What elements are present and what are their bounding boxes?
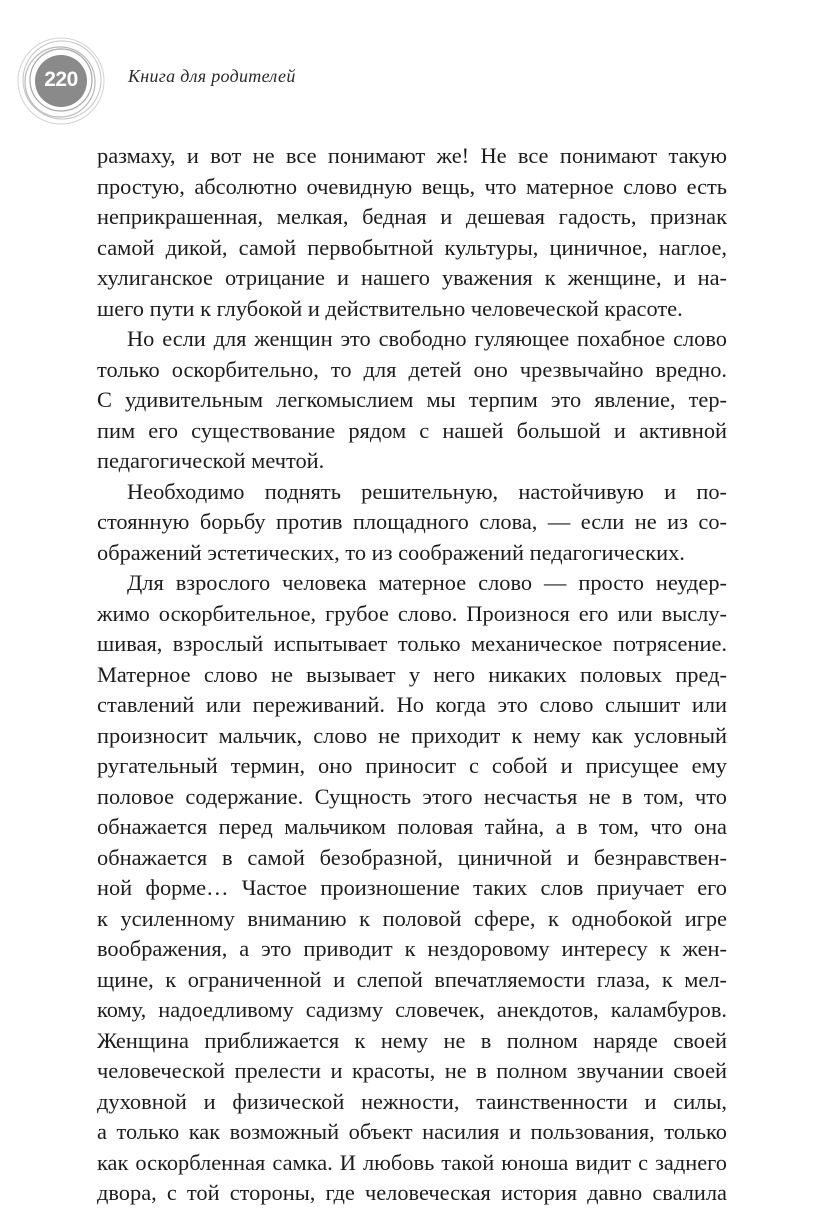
- text-line: духовной и физической нежности, таинственности и силы,: [97, 1088, 727, 1114]
- text-line: щине, к ограниченной и слепой впечатляемости глаза, к мел-: [97, 966, 727, 992]
- page-number-badge: [16, 36, 106, 126]
- paragraph-first-line: Для взрослого человека матерное слово — просто неудер-: [127, 570, 727, 595]
- text-line: двора, с той стороны, где человеческая история давно свалила: [97, 1180, 727, 1205]
- text-line: а только как возможный объект насилия и пользования, только: [97, 1119, 727, 1144]
- text-line: педагогической мечтой.: [97, 448, 325, 473]
- text-line: Матерное слово не вызывает у него никаких половых пред-: [97, 661, 727, 687]
- text-line: обнажается перед мальчиком половая тайна, а в том, что она: [97, 814, 727, 839]
- paragraph-first-line: Необходимо поднять решительную, настойчивую и по-: [127, 478, 727, 504]
- text-line: только оскорбительно, то для детей оно чрезвычайно вредно.: [97, 356, 727, 382]
- text-line: Женщина приближается к нему не в полном наряде своей: [97, 1027, 727, 1053]
- text-line: произносит мальчик, слово не приходит к нему как условный: [97, 722, 727, 748]
- text-line: простую, абсолютно очевидную вещь, что матерное слово есть: [97, 173, 727, 199]
- text-line: человеческой прелести и красоты, не в полном звучании своей: [97, 1058, 727, 1083]
- text-line: шего пути к глубокой и действительно человеческой красоте.: [97, 295, 683, 321]
- text-line: неприкрашенная, мелкая, бедная и дешевая гадость, признак: [97, 204, 727, 229]
- text-line: воображения, а это приводит к нездоровому интересу к жен-: [97, 936, 727, 961]
- text-line: стоянную борьбу против площадного слова, — если не из со-: [97, 509, 727, 534]
- text-line: жимо оскорбительное, грубое слово. Произнося его или выслу-: [97, 600, 727, 626]
- text-line: ругательный термин, оно приносит с собой и присущее ему: [97, 753, 727, 778]
- text-line: хулиганское отрицание и нашего уважения к женщине, и на-: [97, 265, 727, 290]
- text-line: ображений эстетических, то из соображений педагогических.: [97, 539, 685, 565]
- text-line: самой дикой, самой первобытной культуры, циничное, наглое,: [97, 234, 727, 260]
- paragraph-first-line: Но если для женщин это свободно гуляющее похабное слово: [127, 326, 727, 351]
- text-line: кому, надоедливому садизму словечек, анекдотов, каламбуров.: [97, 997, 727, 1022]
- text-line: ной форме… Частое произношение таких слов приучает его: [97, 875, 727, 900]
- body-text: [97, 141, 727, 1209]
- text-line: шивая, взрослый испытывает только механическое потрясение.: [97, 631, 727, 656]
- page-number: 220: [44, 68, 78, 91]
- text-line: С удивительным легкомыслием мы терпим это явление, тер-: [97, 387, 727, 412]
- running-title: Книга для родителей: [128, 66, 296, 86]
- text-line: половое содержание. Сущность этого несчастья не в том, что: [97, 783, 727, 809]
- text-line: размаху, и вот не все понимают же! Не все понимают такую: [97, 143, 727, 168]
- text-line: обнажается в самой безобразной, циничной и безнравствен-: [97, 844, 727, 870]
- text-line: как оскорбленная самка. И любовь такой юноша видит с заднего: [97, 1149, 727, 1175]
- text-line: к усиленному вниманию к половой сфере, к однобокой игре: [97, 905, 727, 931]
- text-line: пим его существование рядом с нашей большой и активной: [97, 417, 727, 443]
- text-line: ставлений или переживаний. Но когда это слово слышит или: [97, 692, 727, 717]
- page-header: [0, 0, 817, 130]
